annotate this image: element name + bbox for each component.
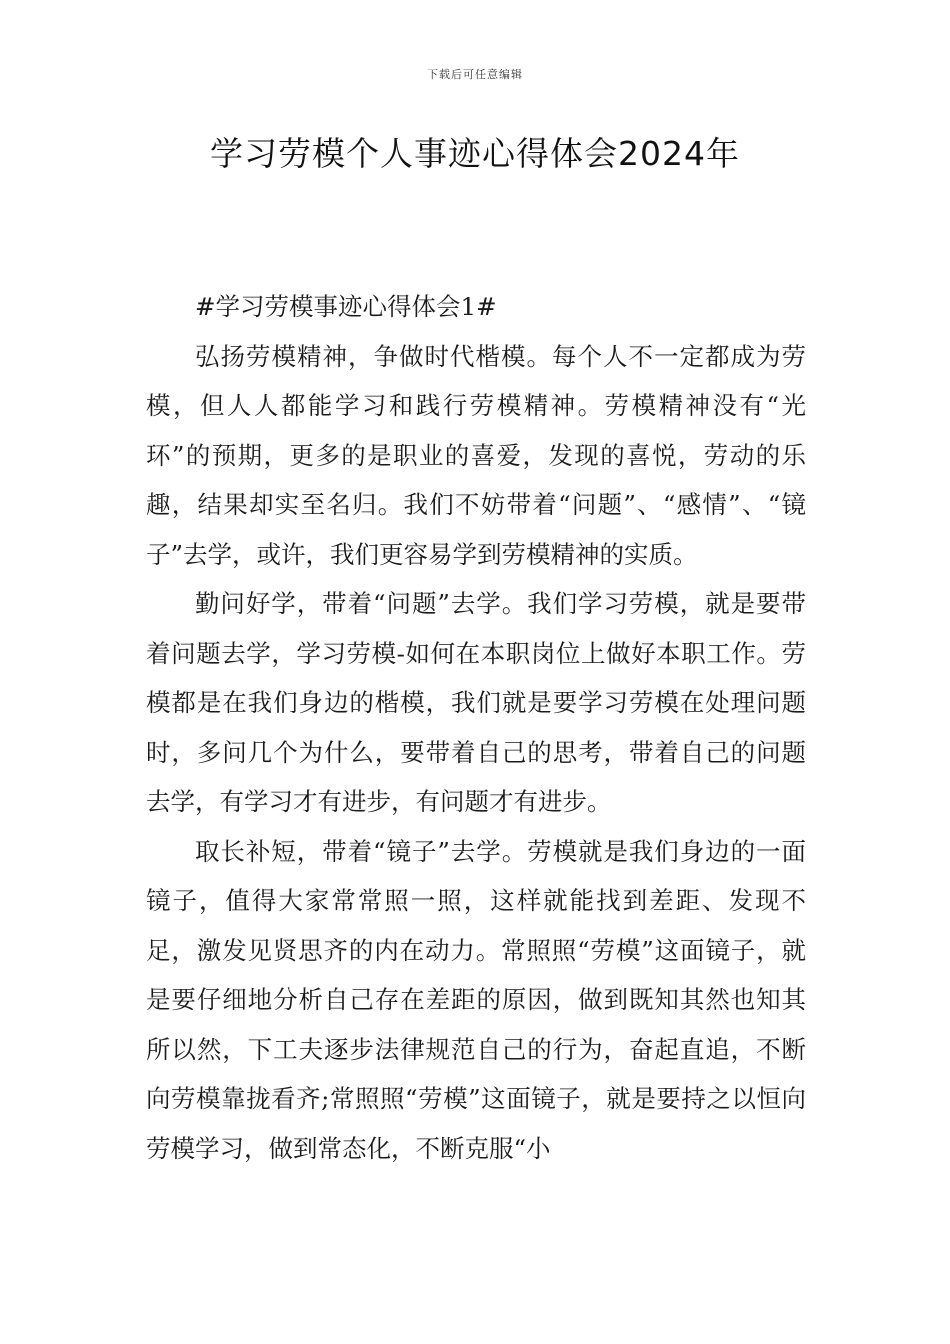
document-title: 学习劳模个人事迹心得体会2024年 — [210, 134, 740, 173]
paragraph: 取长补短，带着“镜子”去学。劳模就是我们身边的一面镜子，值得大家常常照一照，这样就能找到差距、发现不足，激发见贤思齐的内在动力。常照照“劳模”这面镜子，就是要仔细地分析自己存在差距的原因，做到既知其然也知其所以然，下工夫逐步法律规范自己的行为，奋起直追，不断向劳模靠拢看齐;常照照“劳模”这面镜子，就是要持之以恒向劳模学习，做到常态化，不断克服“小 — [146, 836, 806, 1163]
document-body — [146, 282, 806, 1173]
paragraph: 勤问好学，带着“问题”去学。我们学习劳模，就是要带着问题去学，学习劳模-如何在本职岗位上做好本职工作。劳模都是在我们身边的楷模，我们就是要学习劳模在处理问题时，多问几个为什么，要带着自己的思考，带着自己的问题去学，有学习才有进步，有问题才有进步。 — [146, 589, 806, 816]
section-heading: #学习劳模事迹心得体会1# — [195, 292, 497, 321]
paragraph: 弘扬劳模精神，争做时代楷模。每个人不一定都成为劳模，但人人都能学习和践行劳模精神。劳模精神没有“光环”的预期，更多的是职业的喜爱，发现的喜悦，劳动的乐趣，结果却实至名归。我们不妨带着“问题”、“感情”、“镜子”去学，或许，我们更容易学到劳模精神的实质。 — [146, 341, 806, 569]
header-note: 下载后可任意编辑 — [427, 68, 523, 81]
